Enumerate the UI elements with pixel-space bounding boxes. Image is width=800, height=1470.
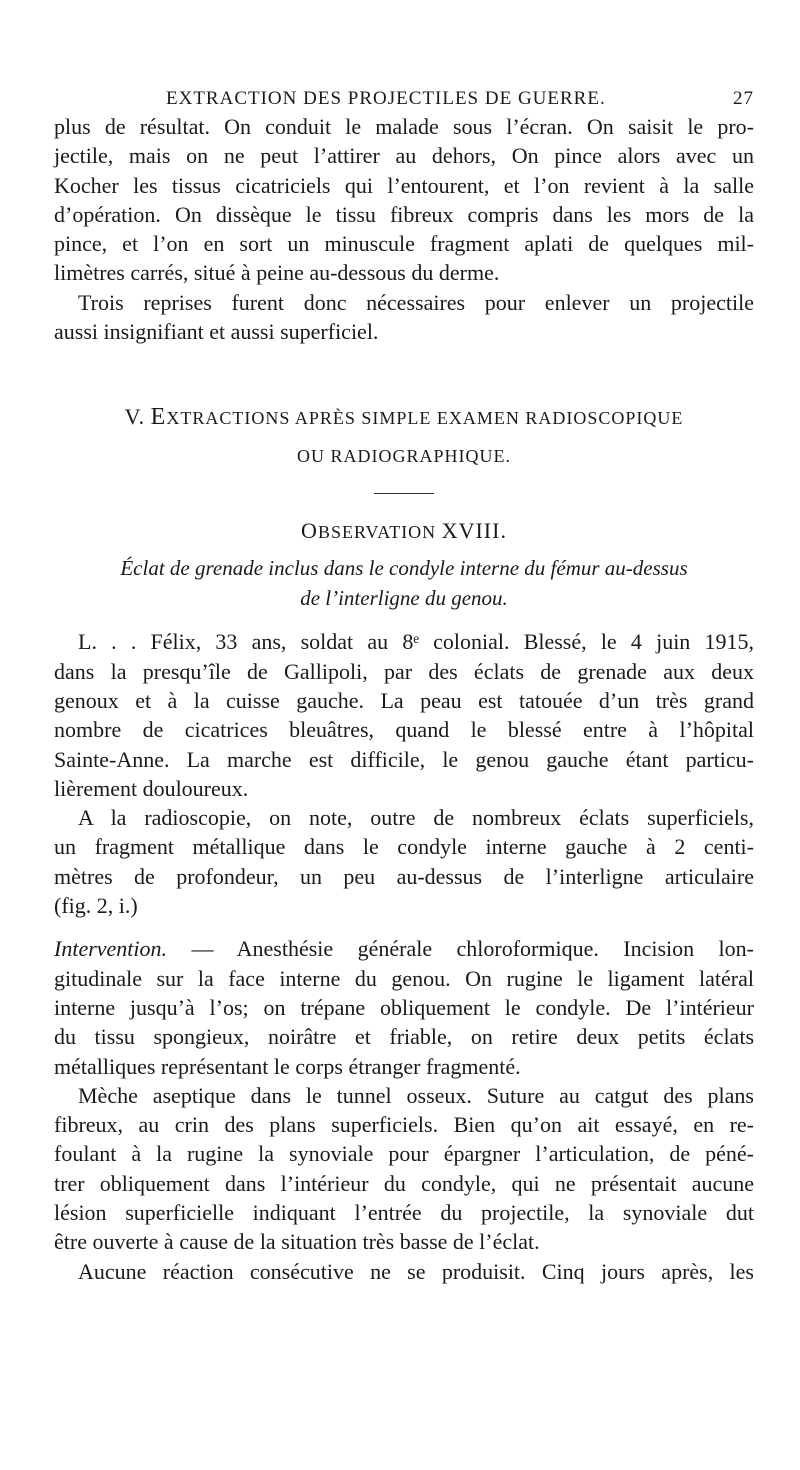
observation-number: XVIII. xyxy=(441,518,507,544)
page xyxy=(54,82,754,1286)
text-line: genoux et à la cuisse gauche. La peau est tatouée d’un très grand xyxy=(54,687,754,713)
text-line: lésion superficielle indiquant l’entrée du projectile, la synoviale dut xyxy=(54,1200,754,1226)
text-line: Aucune réaction consécutive ne se produisit. Cinq jours après, les xyxy=(78,1258,754,1284)
text-line: lièrement douloureux. xyxy=(54,775,249,801)
observation-initial: O xyxy=(301,518,318,544)
page-number: 27 xyxy=(733,88,754,109)
intervention-label: Intervention. xyxy=(54,936,168,962)
text-line: mètres de profondeur, un peu au-dessus de l’interligne articulaire xyxy=(54,863,754,889)
text-line xyxy=(54,934,754,963)
section-title-rest: XTRACTIONS APRÈS SIMPLE EXAMEN RADIOSCOPIQUE xyxy=(166,408,684,429)
observation-subtitle-line-1: Éclat de grenade inclus dans le condyle interne du fémur au-dessus xyxy=(120,556,688,581)
text-line: du tissu spongieux, noirâtre et friable, on retire deux petits éclats xyxy=(54,1024,754,1050)
paragraph-gap xyxy=(54,920,754,934)
text-line: limètres carrés, situé à peine au-dessous du derme. xyxy=(54,260,500,286)
text-line: dans la presqu’île de Gallipoli, par des éclats de grenade aux deux xyxy=(54,658,754,684)
text-line: aussi insignifiant et aussi superficiel. xyxy=(54,319,379,345)
text-line: pince, et l’on en sort un minuscule fragment aplati de quelques mil- xyxy=(54,231,754,257)
text-line: être ouverte à cause de la situation très basse de l’éclat. xyxy=(54,1229,540,1255)
text-line: Kocher les tissus cicatriciels qui l’entourent, et l’on revient à la salle xyxy=(54,172,754,198)
text-line: fibreux, au crin des plans superficiels. Bien qu’on ait essayé, en re- xyxy=(54,1112,754,1138)
text-line: un fragment métallique dans le condyle interne gauche à 2 centi- xyxy=(54,834,754,860)
text-line: trer obliquement dans l’intérieur du condyle, qui ne présentait aucune xyxy=(54,1170,754,1196)
observation-subtitle-line-2: de l’interligne du genou. xyxy=(300,586,508,611)
text-line: métalliques représentant le corps étranger fragmenté. xyxy=(54,1053,521,1079)
observation-subtitle xyxy=(54,553,754,613)
observation-label: BSERVATION xyxy=(317,522,437,543)
section-initial: E xyxy=(150,404,167,431)
radioscopy-paragraph xyxy=(54,803,754,920)
case-paragraph xyxy=(54,627,754,803)
text-line: nombre de cicatrices bleuâtres, quand le blessé entre à l’hôpital xyxy=(54,717,754,743)
text-line: interne jusqu’à l’os; on trépane obliquement le condyle. De l’intérieur xyxy=(54,994,754,1020)
text-line: Mèche aseptique dans le tunnel osseux. Suture au catgut des plans xyxy=(78,1082,754,1108)
intro-paragraph xyxy=(54,112,754,288)
text-line: foulant à la rugine la synoviale pour épargner l’articulation, de péné- xyxy=(54,1141,754,1167)
text-line: (fig. 2, i.) xyxy=(54,893,138,919)
intervention-first-line: — Anesthésie générale chloroformique. Incision lon- xyxy=(167,936,754,962)
intervention-paragraph xyxy=(54,934,754,1080)
final-paragraph xyxy=(54,1257,754,1286)
text-line: plus de résultat. On conduit le malade sous l’écran. On saisit le pro- xyxy=(54,114,754,139)
running-header xyxy=(54,82,754,112)
running-title: EXTRACTION DES PROJECTILES DE GUERRE. xyxy=(166,88,606,109)
section-numeral: V. xyxy=(124,404,146,430)
observation-heading xyxy=(54,516,754,547)
section-title-line-2: OU RADIOGRAPHIQUE. xyxy=(297,446,511,467)
section-heading-line-1 xyxy=(54,398,754,437)
text-line: jectile, mais on ne peut l’attirer au dehors, On pince alors avec un xyxy=(54,143,754,169)
text-line: Sainte-Anne. La marche est difficile, le genou gauche étant particu- xyxy=(54,746,754,772)
text-line: Trois reprises furent donc nécessaires pour enlever un projectile xyxy=(78,289,754,315)
section-heading xyxy=(54,398,754,475)
meche-paragraph xyxy=(54,1081,754,1257)
text-line: d’opération. On dissèque le tissu fibreux compris dans les mors de la xyxy=(54,201,754,227)
second-paragraph xyxy=(54,288,754,347)
text-line: gitudinale sur la face interne du genou. On rugine le ligament latéral xyxy=(54,965,754,991)
text-line: A la radioscopie, on note, outre de nombreux éclats superficiels, xyxy=(78,805,754,831)
text-line: L. . . Félix, 33 ans, soldat au 8ᵉ colonial. Blessé, le 4 juin 1915, xyxy=(78,629,754,655)
section-divider xyxy=(374,493,434,494)
